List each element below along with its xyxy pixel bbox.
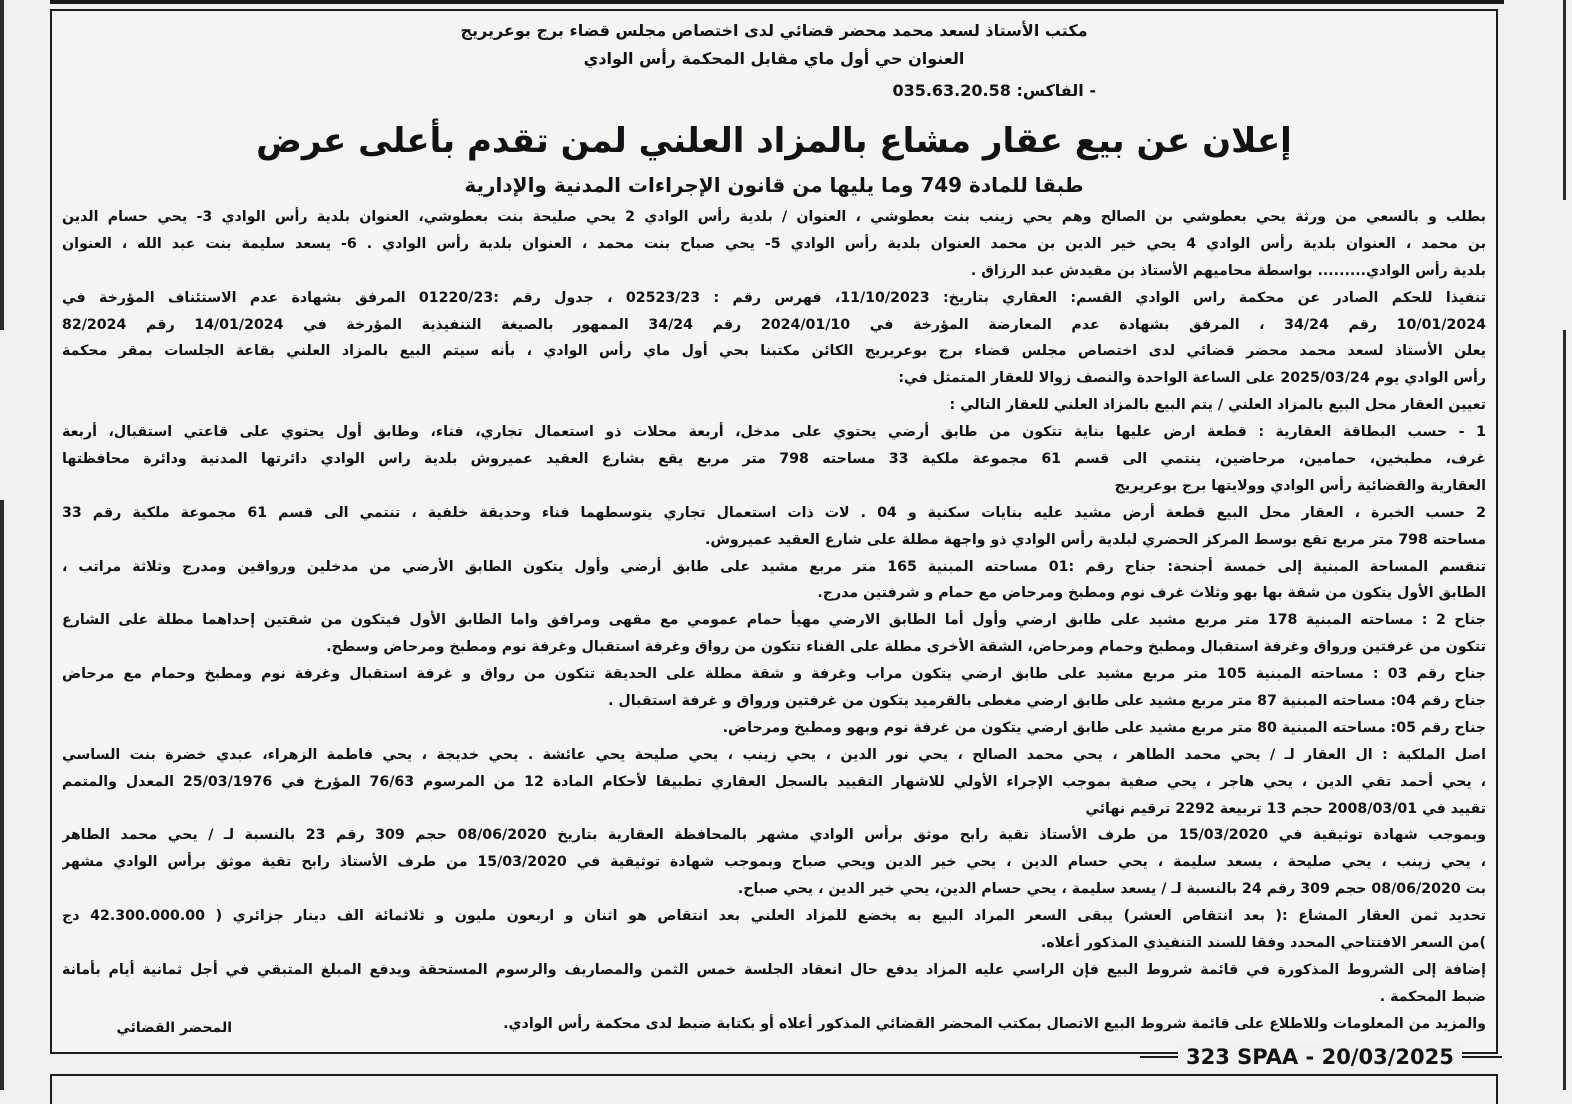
body-line: جناح رقم 05: مساحته المبنية 80 متر مربع مشيد على طابق ارضي يتكون من غرفة نوم وبهو ومطبخ ومرحاض. [722,719,1486,736]
body-line: بت 08/06/2020 حجم 309 رقم 24 بالنسبة لـ / يسعد سليمة ، يحي حسام الدين، يحي خير الدين ، يحي صباح. [737,881,1486,898]
page-edge-right [1563,0,1566,200]
body-line: إضافة إلى الشروط المذكورة في قائمة شروط البيع فإن الراسي عليه المزاد يدفع حال انعقاد الجلسة خمس الثمن والمصاريف والرسوم المستحقة ويدفع المبلغ المتبقي في أجل ثمانية أيام بأمانة [62,961,1486,978]
body-line: ، يحي أحمد تقي الدين ، يحي هاجر ، يحي صفية بموجب الإجراء الأولي للاشهار التقييد بالسجل العقاري تطبيقا لأحكام المادة 12 من المرسوم 76/63 المؤرخ في 25/03/1976 المعدل والمتمم [62,773,1486,790]
body-line: ، يحي زينب ، يحي صليحة ، يسعد سليمة ، يحي حسام الدين ، يحي خير الدين ويحي صباح وبموجب شهادة توثيقية في 15/03/2020 من طرف الأستاذ رابح تقية موثق برأس الوادي مشهر [62,854,1486,871]
signature-bailiff: المحضر القضائي [116,1020,232,1036]
body-line: تقييد في 2008/03/01 حجم 13 تربيعة 2292 ترقيم نهائي [1085,800,1486,817]
body-line: 10/01/2024 رقم 34/24 ، المرفق بشهادة عدم المعارضة المؤرخة في 2024/01/10 رقم 34/24 الممهور بالصيغة التنفيذية المؤرخة في 14/01/2024 رقم 82/2024 [62,316,1486,333]
body-line: جناح رقم 03 : مساحته المبنية 105 متر مربع مشيد على طابق ارضي يتكون مراب وغرفة و شقة مطلة على الحديقة تتكون من رواق و غرفة استقبال وغرفة نوم ومطبخ وحمام مع مرحاض [62,666,1486,683]
legal-notice [52,11,1496,1052]
header-fax-line: - الفاكس: 035.63.20.58 [892,81,1096,100]
body-line: غرف، مطبخين، حمامين، مرحاضين، ينتمي الى قسم 61 مجموعة ملكية 33 مساحته 798 متر مربع يقع بشارع العقيد عميروش بلدية راس الوادي دائرتها المدنية ودائرة محافظتها [62,451,1486,468]
body-line: اصل الملكية : ال العقار لـ / يحي محمد الطاهر ، يحي محمد الصالح ، يحي نور الدين ، يحي زينب ، يحي صليحة يحي عائشة . يحي خديجة ، يحي فاطمة الزهراء، عبدي خضرة بنت الساسي [62,746,1486,763]
body-line: وبموجب شهادة توثيقية في 15/03/2020 من طرف الأستاذ تقية رابح موثق برأس الوادي مشهر بالمحافظة العقارية بتاريخ 08/06/2020 حجم 309 رقم 23 بالنسبة لـ / يحي محمد الطاهر [62,827,1486,844]
body-line: تتكون من غرفتين ورواق وغرفة استقبال ومطبخ وحمام ومرحاض، الشقة الأخرى مطلة على الفناء تتكون من رواق وغرفة استقبال وغرفة نوم ومطبخ ومرحاض وسطح. [326,639,1486,656]
body-line: الطابق الأول يتكون من شقة بها بهو وثلاث غرف نوم ومطبخ ومرحاض مع حمام و شرفتين مدرج. [817,585,1486,602]
body-line: تنقسم المساحة المبنية إلى خمسة أجنحة: جناح رقم :01 مساحته المبنية 165 متر مربع مشيد على طابق أرضي وأول يتكون الطابق الأرضي من مدخلين ورواقين ومدرج وثلاثة مراتب ، [62,558,1486,575]
top-rule [50,0,1504,4]
page-edge-left-lower [0,500,4,1090]
notice-title: إعلان عن بيع عقار مشاع بالمزاد العلني لمن تقدم بأعلى عرض [256,121,1292,161]
body-line: بلدية رأس الوادي......... بواسطة محاميهم الأستاذ بن مقيدش عبد الرزاق . [970,262,1486,279]
body-line: تنفيذا للحكم الصادر عن محكمة راس الوادي القسم: العقاري بتاريخ: 11/10/2023، فهرس رقم : 02523/23 ، جدول رقم :01220/23 المرفق بشهادة عدم الاستئناف المؤرخة في [62,289,1486,306]
header-office-line: مكتب الأستاذ لسعد محمد محضر قضائي لدى اختصاص مجلس قضاء برج بوعريريج [460,21,1088,40]
body-line: 2 حسب الخبرة ، العقار محل البيع قطعة أرض مشيد عليه بنايات سكنية و 04 . لات ذات استعمال تجاري يتوسطهما فناء وحديقة خلفية ، تنتمي الى قسم 61 مجموعة ملكية رقم 33 [62,504,1486,521]
publication-reference: 323 SPAA - 20/03/2025 [1178,1043,1462,1071]
body-line: 1 - حسب البطاقة العقارية : قطعة ارض عليها بناية تتكون من طابق أرضي يحتوي على مدخل، أربعة محلات ذو استعمال تجاري، فناء، وطابق أول يحتوي على قاعتي استقبال، أربعة [62,424,1486,441]
body-line: رأس الوادي يوم 2025/03/24 على الساعة الواحدة والنصف زوالا للعقار المتمثل في: [898,370,1486,387]
notice-subtitle: طبقا للمادة 749 وما يليها من قانون الإجراءات المدنية والإدارية [464,173,1084,197]
body-line: بطلب و بالسعي من ورثة يحي بعطوشي بن الصالح وهم يحي زينب بنت بعطوشي ، العنوان / بلدية رأس الوادي 2 يحي صليحة بنت بعطوشي، العنوان بلدية رأس الوادي 3- يحي حسام الدين [62,209,1486,225]
body-line: جناح 2 : مساحته المبنية 178 متر مربع مشيد على طابق ارضي وأول أما الطابق الارضي مهيأ حمام عمومي مع مقهى ومرافق واما الطابق الأول فيتكون من شقتين إحداهما مطلة على الشارع [62,612,1486,629]
body-line: )من السعر الافتتاحي المحدد وفقا للسند التنفيذي المذكور أعلاه. [1040,935,1486,952]
page-edge-left [0,0,4,330]
body-line: تحديد ثمن العقار المشاع :( بعد انتقاص العشر) يبقى السعر المراد البيع به يخضع للمزاد العلني بعد انتقاص هو اثنان و اربعون مليون و ثلاثمائة الف دينار جزائري ( 42.300.000.00 دج [62,908,1486,925]
body-line: بن محمد ، العنوان بلدية رأس الوادي 4 يحي خير الدين بن محمد العنوان بلدية رأس الوادي 5- يحي صباح بنت محمد ، العنوان بلدية رأس الوادي . 6- يسعد سليمة بنت عبد الله ، العنوان [62,235,1486,252]
body-line: تعيين العقار محل البيع بالمزاد العلني / يتم البيع بالمزاد العلني للعقار التالي : [949,397,1486,414]
page-edge-right-lower [1563,330,1566,1090]
body-line: ضبط المحكمة . [1379,988,1486,1005]
body-line: العقارية والقضائية رأس الوادي وولايتها برج بوعريريج [1114,477,1486,494]
body-line: والمزيد من المعلومات وللاطلاع على قائمة شروط البيع الاتصال بمكتب المحضر القضائي المذكور أعلاه أو بكتابة ضبط لدى محكمة رأس الوادي. [503,1015,1486,1032]
notice-body [62,204,1486,1038]
body-line: يعلن الأستاذ لسعد محمد محضر قضائي لدى اختصاص مجلس قضاء برج بوعريريج الكائن مكتبنا بحي أول ماي رأس الوادي ، بأنه سيتم البيع بالمزاد العلني بقاعة الجلسات بمقر محكمة [62,343,1486,360]
body-line: جناح رقم 04: مساحته المبنية 87 متر مربع مشيد على طابق ارضي مغطى بالقرميد يتكون من غرفتين ورواق و غرفة استقبال . [608,693,1486,710]
body-line: مساحته 798 متر مربع تقع بوسط المركز الحضري لبلدية رأس الوادي ذو واجهة مطلة على شارع العقيد عميروش. [704,531,1486,548]
header-address-line: العنوان حي أول ماي مقابل المحكمة رأس الوادي [583,49,965,68]
notice-frame [50,9,1498,1054]
next-notice-frame [50,1074,1498,1104]
